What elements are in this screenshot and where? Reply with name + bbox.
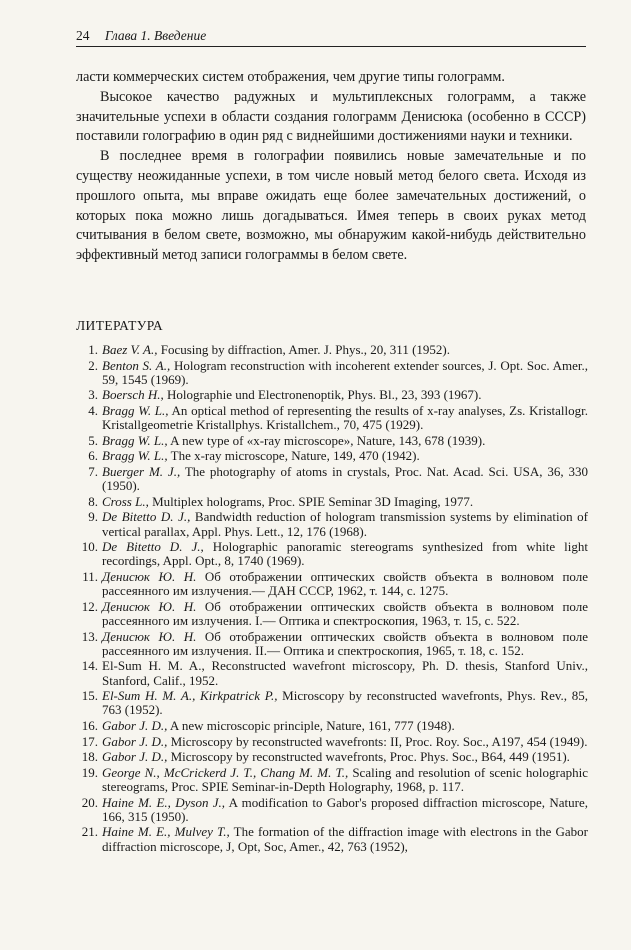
reference-author: Денисюк Ю. Н.	[102, 628, 197, 644]
reference-number: 4.	[88, 402, 98, 418]
reference-item	[76, 510, 588, 538]
reference-text	[102, 750, 588, 764]
reference-author: Haine M. E., Mulvey T.,	[102, 824, 230, 840]
reference-text	[102, 719, 588, 733]
paragraph: Высокое качество радужных и мультиплексных голограмм, а также значительные успехи в области создания голограмм Денисюка (особенно в СССР) поставили голографию в один ряд с виднейшими достижениями науки и техники.	[76, 88, 586, 145]
reference-item	[76, 388, 588, 402]
reference-details: The x-ray microscope, Nature, 149, 470 (1942).	[167, 448, 420, 464]
reference-author: Bragg W. L.,	[102, 432, 168, 448]
reference-item	[76, 359, 588, 387]
reference-item	[76, 735, 588, 749]
reference-details: Holographie und Electronenoptik, Phys. Bl., 23, 393 (1967).	[163, 387, 482, 403]
reference-item	[76, 659, 588, 687]
reference-item	[76, 719, 588, 733]
reference-author: Bragg W. L.,	[102, 402, 169, 418]
reference-item	[76, 343, 588, 357]
reference-number: 18.	[81, 749, 98, 765]
reference-details: The photography of atoms in crystals, Proc. Nat. Acad. Sci. USA, 36, 330 (1950).	[102, 463, 588, 494]
reference-details: Об отображении оптических свойств объекта в волновом поле рассеянного им излучения. II.— Оптика и спектроскопия, 1965, т. 18, с. 152.	[102, 628, 588, 658]
reference-details: Scaling and resolution of scenic holographic stereograms, Proc. SPIE Seminar-in-Depth Holography, 1968, p. 117.	[102, 764, 588, 794]
reference-number: 6.	[88, 448, 98, 464]
reference-author: Gabor J. D.,	[102, 733, 168, 749]
reference-number: 13.	[81, 628, 98, 644]
page-number: 24	[76, 28, 90, 43]
reference-author: De Bitetto D. J.,	[102, 509, 191, 525]
reference-details: Об отображении оптических свойств объекта в волновом поле рассеянного им излучения. I.— Оптика и спектроскопия, 1963, т. 15, с. 522.	[102, 598, 588, 628]
reference-item	[76, 449, 588, 463]
reference-details: Microscopy by reconstructed wavefronts, Phys. Rev., 85, 763 (1952).	[102, 688, 588, 718]
reference-item	[76, 796, 588, 824]
chapter-title: Глава 1. Введение	[104, 28, 207, 43]
reference-number: 2.	[88, 357, 98, 373]
reference-text	[102, 388, 588, 402]
reference-list	[76, 343, 588, 855]
paragraph: В последнее время в голографии появились новые замечательные и по существу неожиданные успехи, в том числе новый метод белого света. Исходя из прошлого опыта, мы вправе ожидать еще более замечательных достижений, о которых пока можно лишь догадываться. Имея теперь в своих руках метод считывания в белом свете, возможно, мы обнаружим какой-нибудь действительно эффективный метод записи голограммы в белом свете.	[76, 148, 586, 264]
reference-item	[76, 495, 588, 509]
reference-details: The formation of the diffraction image with electrons in the Gabor diffraction microscope, J, Opt, Soc, Amer., 42, 763 (1952),	[102, 824, 588, 854]
reference-item	[76, 570, 588, 598]
reference-text	[102, 659, 588, 687]
reference-details: Bandwidth reduction of hologram transmission systems by elimination of vertical parallax, Appl. Phys. Lett., 12, 176 (1968).	[102, 509, 588, 539]
reference-number: 15.	[81, 688, 98, 704]
reference-number: 9.	[88, 509, 98, 525]
reference-number: 14.	[81, 658, 98, 674]
reference-number: 8.	[88, 493, 98, 509]
reference-item	[76, 630, 588, 658]
reference-item	[76, 750, 588, 764]
reference-text	[102, 465, 588, 493]
reference-item	[76, 689, 588, 717]
reference-author: Boersch H.,	[102, 387, 164, 403]
reference-text	[102, 404, 588, 432]
reference-details: A modification to Gabor's proposed diffraction microscope, Nature, 166, 315 (1950).	[102, 794, 588, 824]
reference-details: Holographic panoramic stereograms synthesized from white light recordings, Appl. Opt., 8, 1740 (1969).	[102, 539, 588, 569]
reference-text	[102, 766, 588, 794]
reference-author: Benton S. A.,	[102, 357, 171, 373]
reference-author: Buerger M. J.,	[102, 463, 181, 479]
reference-number: 10.	[81, 539, 98, 555]
reference-text	[102, 689, 588, 717]
reference-number: 5.	[88, 432, 98, 448]
reference-details: Об отображении оптических свойств объекта в волновом поле рассеянного им излучения.— ДАН СССР, 1962, т. 144, с. 1275.	[102, 568, 588, 599]
reference-text	[102, 825, 588, 853]
reference-number: 16.	[81, 717, 98, 733]
reference-author: Денисюк Ю. Н.	[102, 568, 197, 584]
reference-details: Microscopy by reconstructed wavefronts: II, Proc. Roy. Soc., A197, 454 (1949).	[167, 733, 588, 749]
reference-text	[102, 510, 588, 538]
reference-details: A new microscopic principle, Nature, 161, 777 (1948).	[167, 717, 455, 733]
reference-text	[102, 570, 588, 598]
reference-text	[102, 600, 588, 628]
reference-author: Gabor J. D.,	[102, 717, 168, 733]
reference-number: 21.	[81, 824, 98, 840]
reference-author: Baez V. A.,	[102, 342, 158, 357]
reference-number: 19.	[81, 764, 98, 780]
reference-item	[76, 434, 588, 448]
reference-author: Денисюк Ю. Н.	[102, 598, 197, 614]
reference-number: 7.	[88, 463, 98, 479]
reference-details: Hologram reconstruction with incoherent extender sources, J. Opt. Soc. Amer., 59, 1545 (1969).	[102, 357, 588, 387]
reference-text	[102, 434, 588, 448]
reference-item	[76, 465, 588, 493]
reference-details: Focusing by diffraction, Amer. J. Phys., 20, 311 (1952).	[157, 342, 450, 357]
reference-author: Bragg W. L.,	[102, 448, 168, 464]
reference-text	[102, 540, 588, 568]
reference-details: Multiplex holograms, Proc. SPIE Seminar 3D Imaging, 1977.	[148, 493, 474, 509]
reference-author: Cross L.,	[102, 493, 149, 509]
reference-number: 1.	[88, 342, 98, 357]
reference-text	[102, 796, 588, 824]
reference-number: 20.	[81, 794, 98, 810]
reference-author: De Bitetto D. J.,	[102, 539, 204, 555]
body-text	[76, 68, 586, 266]
reference-item	[76, 825, 588, 853]
reference-details: Microscopy by reconstructed wavefronts, Proc. Phys. Soc., B64, 449 (1951).	[167, 749, 570, 765]
reference-text	[102, 449, 588, 463]
reference-text	[102, 359, 588, 387]
reference-author: El-Sum H. M. A., Kirkpatrick P.,	[102, 688, 278, 704]
reference-number: 11.	[82, 568, 98, 584]
reference-details: El-Sum H. M. A., Reconstructed wavefront microscopy, Ph. D. thesis, Stanford Univ., Stanford, Calif., 1952.	[102, 658, 588, 688]
reference-number: 12.	[81, 598, 98, 614]
reference-details: A new type of «x-ray microscope», Nature, 143, 678 (1939).	[167, 432, 486, 448]
reference-text	[102, 343, 588, 357]
reference-author: Gabor J. D.,	[102, 749, 168, 765]
reference-number: 17.	[81, 733, 98, 749]
literature-heading: ЛИТЕРАТУРА	[76, 318, 164, 333]
reference-author: Haine M. E., Dyson J.,	[102, 794, 226, 810]
reference-item	[76, 600, 588, 628]
reference-author: George N., McCrickerd J. T., Chang M. M. T.,	[102, 764, 349, 780]
paragraph: ласти коммерческих систем отображения, чем другие типы голограмм.	[76, 69, 505, 85]
reference-item	[76, 540, 588, 568]
reference-item	[76, 766, 588, 794]
reference-text	[102, 735, 588, 749]
running-header	[76, 28, 586, 47]
reference-text	[102, 495, 588, 509]
reference-text	[102, 630, 588, 658]
reference-item	[76, 404, 588, 432]
reference-number: 3.	[88, 387, 98, 403]
reference-details: An optical method of representing the results of x-ray analyses, Zs. Kristallogr. Kristallgeometrie Kristallphys. Kristallchem., 70, 475 (1929).	[102, 402, 588, 433]
